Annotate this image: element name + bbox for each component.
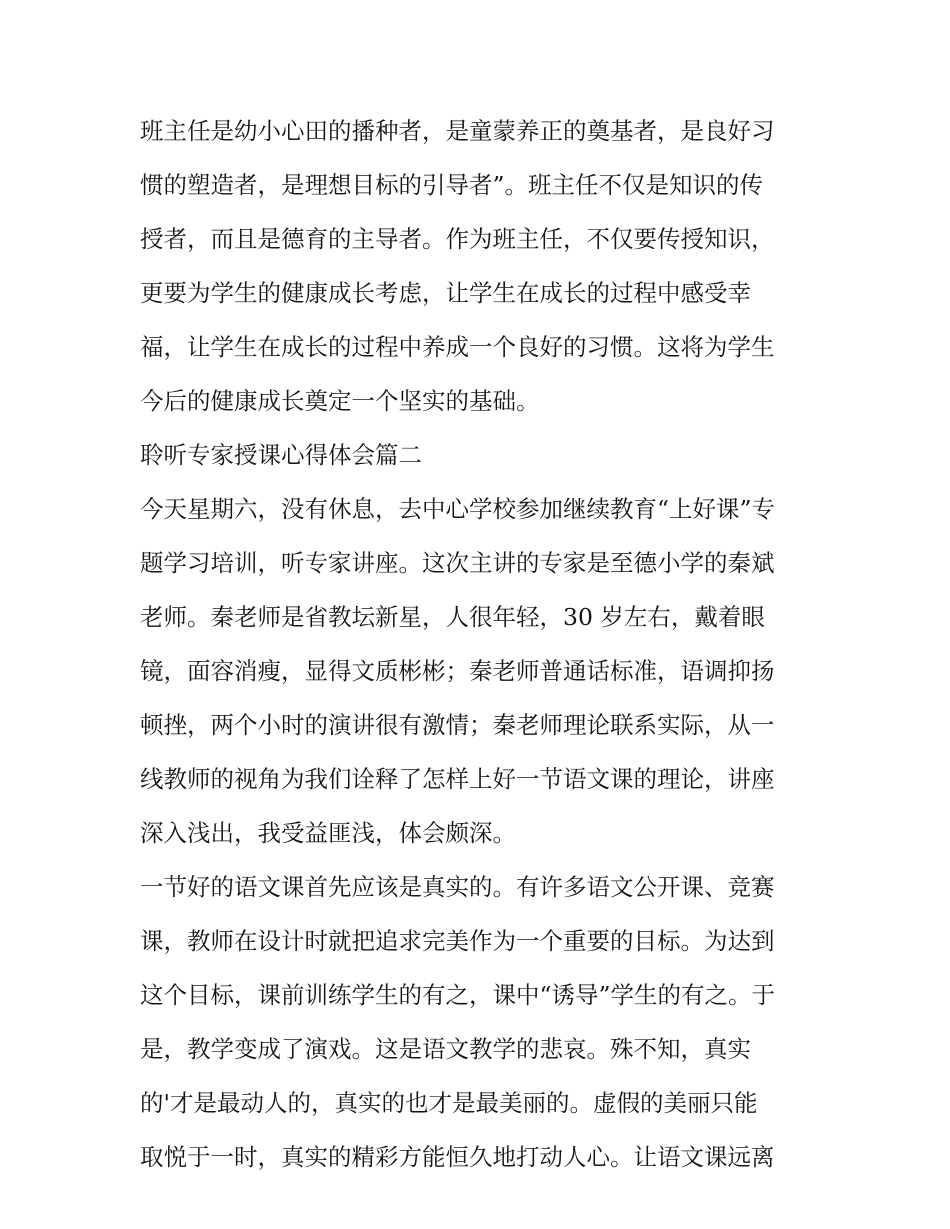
text-line-18: 是，教学变成了演戏。这是语文教学的悲哀。殊不知，真实 xyxy=(140,1035,751,1063)
text-line-13: 线教师的视角为我们诠释了怎样上好一节语文课的理论，讲座 xyxy=(140,765,775,793)
text-line-17: 这个目标，课前训练学生的有之，课中“诱导”学生的有之。于 xyxy=(140,981,776,1009)
body-text xyxy=(140,104,820,1184)
text-line-2: 惯的塑造者，是理想目标的引导者”。班主任不仅是知识的传 xyxy=(140,171,764,199)
text-line-12: 顿挫，两个小时的演讲很有激情；秦老师理论联系实际，从一 xyxy=(140,711,775,739)
text-line-16: 课，教师在设计时就把追求完美作为一个重要的目标。为达到 xyxy=(140,927,775,955)
text-line-14: 深入浅出，我受益匪浅，体会颇深。 xyxy=(140,819,516,847)
text-line-1: 班主任是幼小心田的播种者，是童蒙养正的奠基者，是良好习 xyxy=(140,117,775,145)
text-line-15: 一节好的语文课首先应该是真实的。有许多语文公开课、竞赛 xyxy=(140,873,775,901)
section-heading: 聆听专家授课心得体会篇二 xyxy=(140,441,422,469)
text-line-19: 的'才是最动人的，真实的也才是最美丽的。虚假的美丽只能 xyxy=(140,1089,758,1117)
text-line-4: 更要为学生的健康成长考虑，让学生在成长的过程中感受幸 xyxy=(140,279,751,307)
text-line-20: 取悦于一时，真实的精彩方能恒久地打动人心。让语文课远离 xyxy=(140,1143,775,1171)
text-line-8: 今天星期六，没有休息，去中心学校参加继续教育“上好课”专 xyxy=(140,495,776,523)
text-line-10: 老师。秦老师是省教坛新星，人很年轻，30 岁左右，戴着眼 xyxy=(140,603,765,631)
text-line-6: 今后的健康成长奠定一个坚实的基础。 xyxy=(140,387,540,415)
text-line-5: 福，让学生在成长的过程中养成一个良好的习惯。这将为学生 xyxy=(140,333,775,361)
text-line-3: 授者，而且是德育的主导者。作为班主任，不仅要传授知识， xyxy=(140,225,775,253)
text-line-11: 镜，面容消瘦，显得文质彬彬；秦老师普通话标准，语调抑扬 xyxy=(140,657,775,685)
text-line-9: 题学习培训，听专家讲座。这次主讲的专家是至德小学的秦斌 xyxy=(140,549,775,577)
